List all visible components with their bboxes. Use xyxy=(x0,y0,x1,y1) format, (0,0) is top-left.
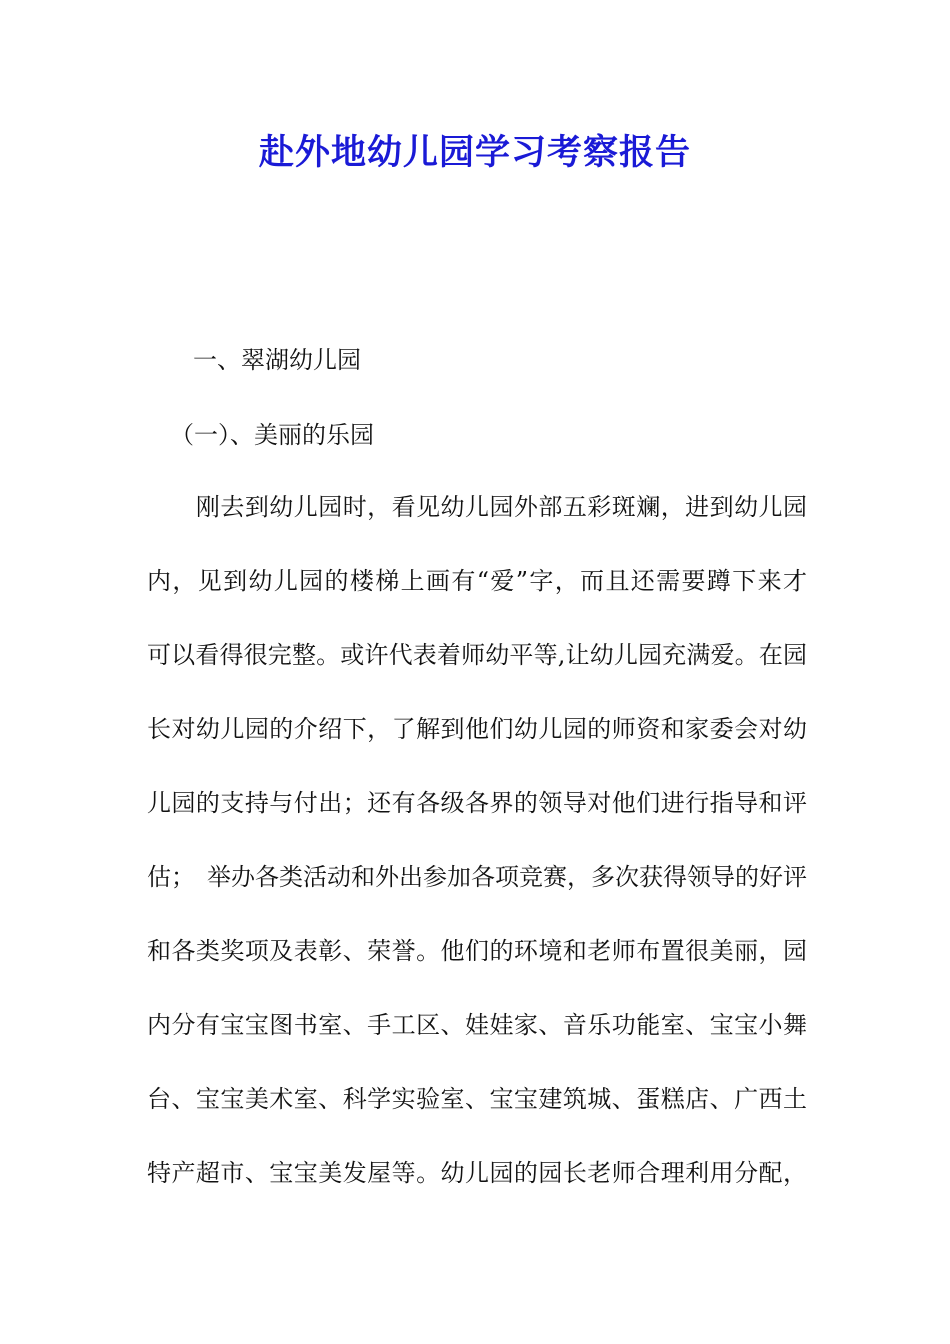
section-heading: 一、翠湖幼儿园 xyxy=(193,346,361,374)
paragraph-line: 特产超市、宝宝美发屋等。幼儿园的园长老师合理利用分配， xyxy=(147,1159,807,1187)
paragraph-line: 内，见到幼儿园的楼梯上画有“爱”字，而且还需要蹲下来才 xyxy=(147,567,807,595)
subsection-heading: （一）、美丽的乐园 xyxy=(170,421,374,449)
paragraph-line: 儿园的支持与付出；还有各级各界的领导对他们进行指导和评 xyxy=(147,789,807,817)
paragraph-line: 可以看得很完整。或许代表着师幼平等,让幼儿园充满爱。在园 xyxy=(147,641,807,669)
paragraph-line: 长对幼儿园的介绍下，了解到他们幼儿园的师资和家委会对幼 xyxy=(147,715,807,743)
paragraph-line: 和各类奖项及表彰、荣誉。他们的环境和老师布置很美丽，园 xyxy=(147,937,807,965)
paragraph-line: 估； 举办各类活动和外出参加各项竞赛，多次获得领导的好评 xyxy=(147,863,807,891)
paragraph-line: 内分有宝宝图书室、手工区、娃娃家、音乐功能室、宝宝小舞 xyxy=(147,1011,807,1039)
body-paragraph xyxy=(147,490,807,1230)
paragraph-line: 刚去到幼儿园时，看见幼儿园外部五彩斑斓，进到幼儿园 xyxy=(147,493,807,521)
paragraph-line: 台、宝宝美术室、科学实验室、宝宝建筑城、蛋糕店、广西土 xyxy=(147,1085,807,1113)
document-title: 赴外地幼儿园学习考察报告 xyxy=(258,133,691,173)
